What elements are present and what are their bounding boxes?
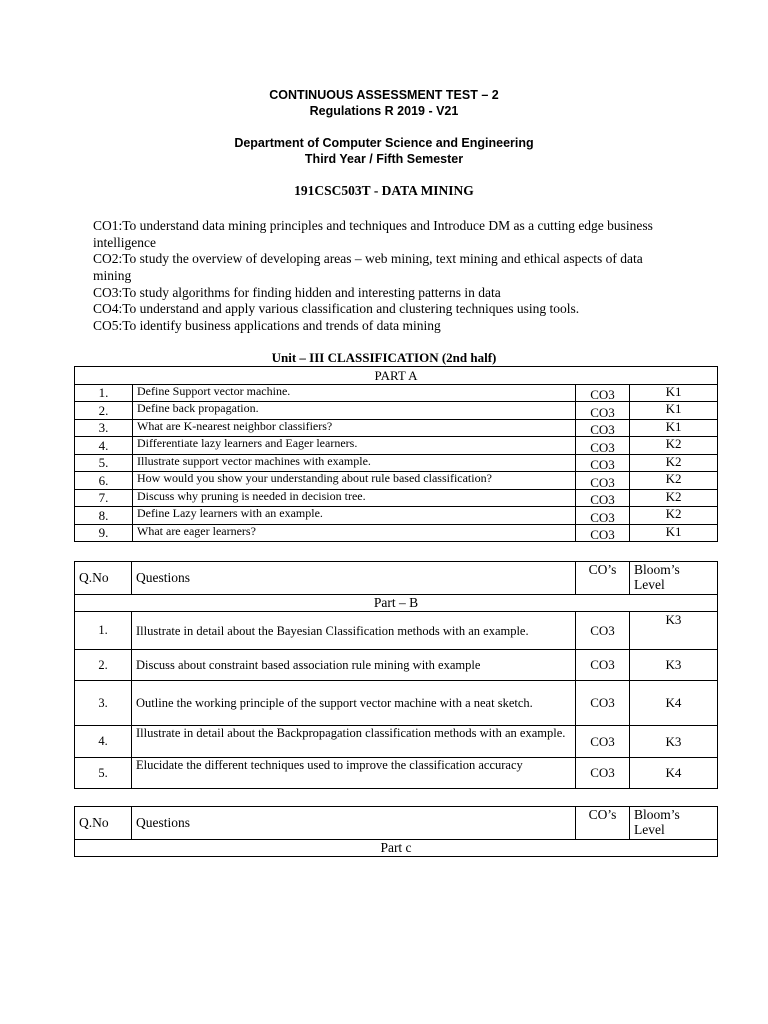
course-outcome: CO3 (576, 489, 630, 507)
course-outcome: CO3 (576, 402, 630, 420)
question-text: Differentiate lazy learners and Eager learners. (133, 437, 576, 455)
qno-header: Q.No (75, 562, 132, 595)
table-row (75, 419, 718, 437)
course-outcome-2: CO2:To study the overview of developing areas – web mining, text mining and ethical aspects of data mining (93, 251, 643, 283)
question-number: 3. (75, 419, 133, 437)
question-text: Elucidate the different techniques used to improve the classification accuracy (132, 758, 576, 789)
table-row (75, 437, 718, 455)
table-row (75, 384, 718, 402)
questions-header: Questions (132, 562, 576, 595)
table-row (75, 524, 718, 542)
part-b-table (74, 561, 718, 789)
table-row (75, 726, 718, 758)
table-row (75, 758, 718, 789)
question-number: 8. (75, 507, 133, 525)
question-text: What are K-nearest neighbor classifiers? (133, 419, 576, 437)
question-number: 2. (75, 650, 132, 681)
question-text: Illustrate support vector machines with example. (133, 454, 576, 472)
part-b-title: Part – B (75, 595, 718, 612)
table-row (75, 402, 718, 420)
part-c-title: Part c (75, 840, 718, 857)
question-text: Discuss about constraint based association rule mining with example (132, 650, 576, 681)
course-outcome: CO3 (576, 507, 630, 525)
blooms-level: K2 (630, 437, 718, 455)
table-row (75, 650, 718, 681)
question-text: Define back propagation. (133, 402, 576, 420)
table-row (75, 489, 718, 507)
course-outcome: CO3 (576, 384, 630, 402)
department-name: Department of Computer Science and Engineering (234, 136, 534, 150)
blooms-level: K3 (630, 726, 718, 758)
question-text: Define Support vector machine. (133, 384, 576, 402)
blooms-level: K1 (630, 402, 718, 420)
co-header: CO’s (576, 807, 630, 840)
course-outcome-4: CO4:To understand and apply various classification and clustering techniques using tools. (93, 301, 580, 316)
blooms-level: K3 (630, 650, 718, 681)
regulations: Regulations R 2019 - V21 (309, 104, 459, 118)
table-row (75, 612, 718, 650)
table-row (75, 681, 718, 726)
course-outcome: CO3 (576, 437, 630, 455)
question-number: 4. (75, 437, 133, 455)
part-c-table (74, 806, 718, 857)
table-row (75, 472, 718, 490)
course-outcome-1: CO1:To understand data mining principles and techniques and Introduce DM as a cutting edge business intelligence (93, 218, 653, 250)
question-number: 5. (75, 454, 133, 472)
course-outcome: CO3 (576, 681, 630, 726)
blooms-level: K2 (630, 489, 718, 507)
part-a-table (74, 366, 718, 542)
blooms-level: K4 (630, 758, 718, 789)
course-outcome: CO3 (576, 524, 630, 542)
question-number: 9. (75, 524, 133, 542)
blooms-level: K1 (630, 419, 718, 437)
course-outcome: CO3 (576, 612, 630, 650)
table-row (75, 507, 718, 525)
blooms-level: K2 (630, 472, 718, 490)
question-text: Illustrate in detail about the Backpropagation classification methods with an example. (132, 726, 576, 758)
blooms-level: K3 (630, 612, 718, 650)
course-outcome-3: CO3:To study algorithms for finding hidden and interesting patterns in data (93, 285, 501, 300)
blooms-level: K4 (630, 681, 718, 726)
course-outcome: CO3 (576, 758, 630, 789)
course-outcome: CO3 (576, 454, 630, 472)
course-outcome: CO3 (576, 650, 630, 681)
course-title: 191CSC503T - DATA MINING (294, 183, 474, 198)
blooms-level: K2 (630, 507, 718, 525)
question-number: 1. (75, 384, 133, 402)
year-semester: Third Year / Fifth Semester (304, 152, 464, 166)
unit-title: Unit – III CLASSIFICATION (2nd half) (271, 350, 497, 365)
question-number: 2. (75, 402, 133, 420)
question-number: 5. (75, 758, 132, 789)
blooms-level-header: Bloom’s Level (630, 807, 718, 840)
question-text: How would you show your understanding about rule based classification? (133, 472, 576, 490)
blooms-level: K1 (630, 384, 718, 402)
question-number: 6. (75, 472, 133, 490)
question-text: What are eager learners? (133, 524, 576, 542)
part-a-title: PART A (75, 367, 718, 385)
table-row (75, 454, 718, 472)
question-number: 4. (75, 726, 132, 758)
blooms-level: K1 (630, 524, 718, 542)
course-outcome-5: CO5:To identify business applications and trends of data mining (93, 318, 441, 333)
blooms-level-header: Bloom’s Level (630, 562, 718, 595)
question-number: 1. (75, 612, 132, 650)
course-outcome: CO3 (576, 726, 630, 758)
course-outcome: CO3 (576, 419, 630, 437)
questions-header: Questions (132, 807, 576, 840)
co-header: CO’s (576, 562, 630, 595)
qno-header: Q.No (75, 807, 132, 840)
question-text: Illustrate in detail about the Bayesian Classification methods with an example. (132, 612, 576, 650)
question-number: 7. (75, 489, 133, 507)
question-text: Outline the working principle of the support vector machine with a neat sketch. (132, 681, 576, 726)
question-number: 3. (75, 681, 132, 726)
course-outcome: CO3 (576, 472, 630, 490)
question-text: Discuss why pruning is needed in decision tree. (133, 489, 576, 507)
blooms-level: K2 (630, 454, 718, 472)
test-title: CONTINUOUS ASSESSMENT TEST – 2 (269, 88, 499, 102)
question-text: Define Lazy learners with an example. (133, 507, 576, 525)
